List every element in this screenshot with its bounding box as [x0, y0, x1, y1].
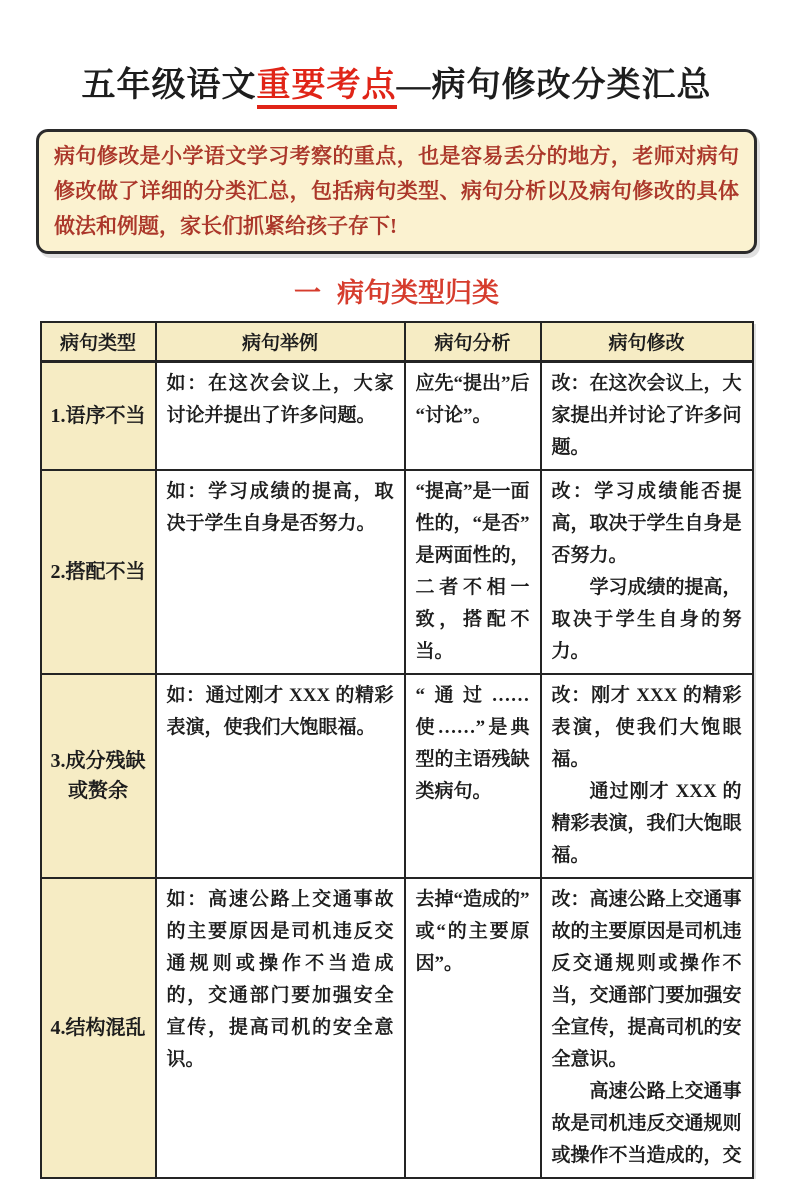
fix-paragraph-1: 改：高速公路上交通事故的主要原因是司机违反交通规则或操作不当，交通部门要加强安全宣传，提高司机的安全意识。: [551, 889, 742, 1071]
page-title: [0, 57, 793, 106]
example-text: 如：高速公路上交通事故的主要原因是司机违反交通规则或操作不当造成的，交通部门要加强安全宣传，提高司机的安全意识。: [166, 889, 394, 1071]
title-highlight: 重要考点: [257, 67, 397, 109]
error-types-table: [40, 321, 754, 1179]
intro-text: 病句修改是小学语文学习考察的重点，也是容易丢分的地方，老师对病句修改做了详细的分类汇总，包括病句类型、病句分析以及病句修改的具体做法和例题，家长们抓紧给孩子存下!: [54, 143, 739, 238]
analysis-text: 应先“提出”后“讨论”。: [415, 373, 530, 427]
table-header-row: [41, 322, 753, 362]
fix-paragraph-2: 高速公路上交通事故是司机违反交通规则或操作不当造成的，交: [551, 1081, 742, 1167]
error-type-cell: 4.结构混乱: [41, 878, 156, 1178]
title-suffix: —病句修改分类汇总: [396, 66, 712, 104]
fix-paragraph-1: 改：刚才 XXX 的精彩表演，使我们大饱眼福。: [551, 685, 742, 771]
analysis-cell: [405, 470, 541, 674]
analysis-text: “提高”是一面性的，“是否”是两面性的，二者不相一致，搭配不当。: [415, 481, 530, 663]
table-row: [41, 362, 753, 471]
column-header-example: 病句举例: [156, 322, 405, 362]
fix-paragraph-2: 通过刚才 XXX 的精彩表演，我们大饱眼福。: [551, 781, 742, 867]
fix-paragraph-1: 改：学习成绩能否提高，取决于学生自身是否努力。: [551, 481, 742, 567]
example-cell: [156, 878, 405, 1178]
section-heading: [0, 271, 793, 310]
section-number: 一: [294, 277, 321, 308]
fix-paragraph-2: 学习成绩的提高，取决于学生自身的努力。: [551, 577, 742, 663]
fix-cell: [541, 362, 753, 471]
fix-cell: [541, 878, 753, 1178]
column-header-analysis: 病句分析: [405, 322, 541, 362]
example-text: 如：在这次会议上，大家讨论并提出了许多问题。: [166, 373, 394, 427]
example-cell: [156, 470, 405, 674]
error-type-cell: 3.成分残缺或赘余: [41, 674, 156, 878]
fix-cell: [541, 470, 753, 674]
fix-cell: [541, 674, 753, 878]
example-text: 如：通过刚才 XXX 的精彩表演，使我们大饱眼福。: [166, 685, 394, 739]
analysis-cell: [405, 362, 541, 471]
title-prefix: 五年级语文: [81, 66, 257, 104]
section-title: 病句类型归类: [337, 277, 499, 308]
column-header-fix: 病句修改: [541, 322, 753, 362]
analysis-text: “通过……使……”是典型的主语残缺类病句。: [415, 685, 530, 803]
example-text: 如：学习成绩的提高，取决于学生自身是否努力。: [166, 481, 394, 535]
analysis-cell: [405, 674, 541, 878]
analysis-text: 去掉“造成的”或“的主要原因”。: [415, 889, 530, 975]
table-row: [41, 674, 753, 878]
intro-box: [36, 129, 757, 254]
error-type-cell: 1.语序不当: [41, 362, 156, 471]
error-type-cell: 2.搭配不当: [41, 470, 156, 674]
example-cell: [156, 674, 405, 878]
fix-paragraph-1: 改：在这次会议上，大家提出并讨论了许多问题。: [551, 373, 742, 459]
column-header-type: 病句类型: [41, 322, 156, 362]
analysis-cell: [405, 878, 541, 1178]
example-cell: [156, 362, 405, 471]
table-row: [41, 470, 753, 674]
table-row: [41, 878, 753, 1178]
